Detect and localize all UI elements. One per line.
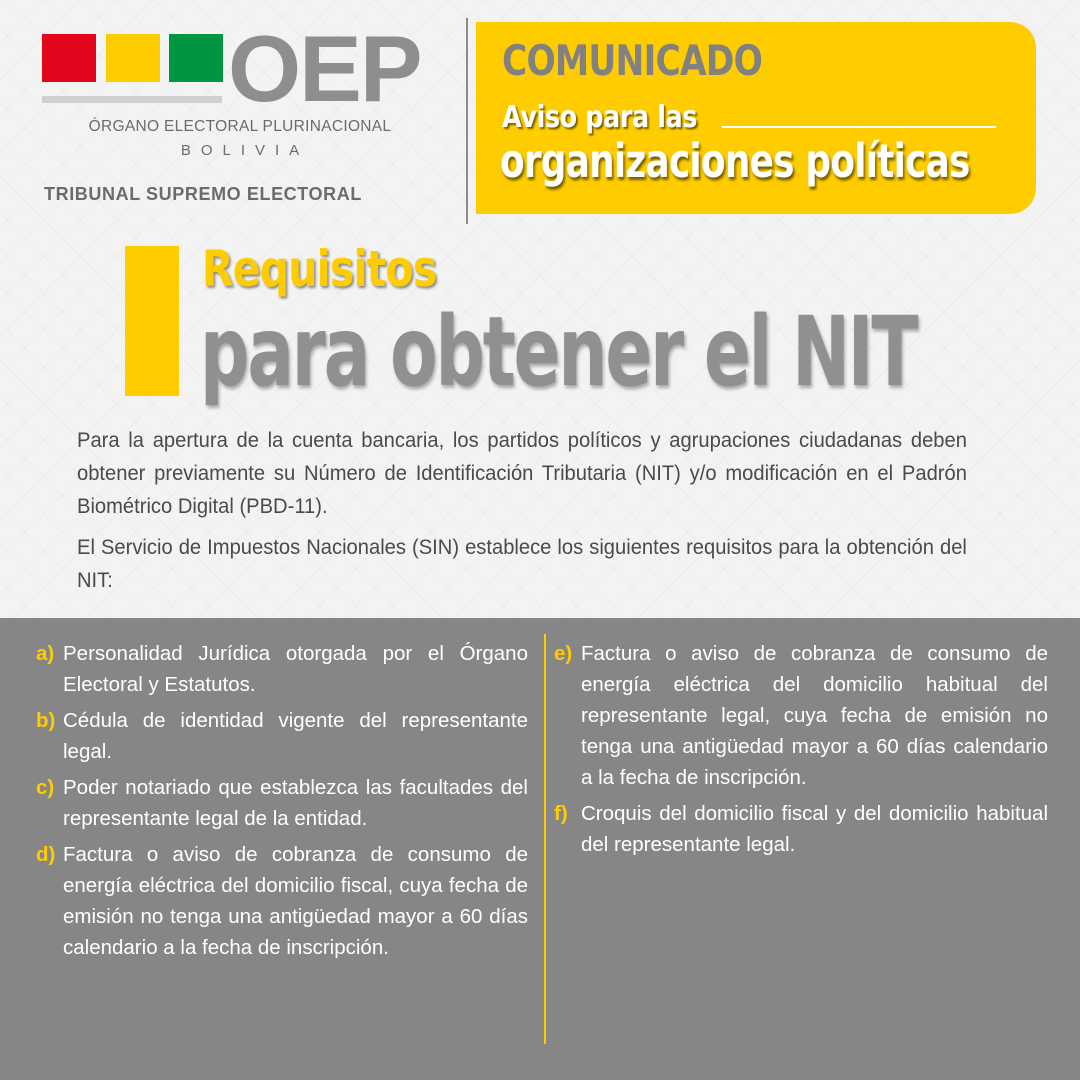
communique-rule — [722, 126, 996, 128]
communique-title: COMUNICADO — [502, 36, 763, 85]
communique-subtitle-line2: organizaciones políticas — [500, 134, 970, 188]
requirement-letter: a) — [36, 642, 55, 665]
requirements-column-left — [36, 638, 528, 968]
requirement-text: Cédula de identidad vigente del representante legal. — [63, 709, 528, 763]
country-name: BOLIVIA — [180, 142, 310, 159]
requirement-letter: c) — [36, 776, 55, 799]
requirement-item — [36, 705, 528, 767]
logo-yellow-square — [106, 34, 160, 82]
requirement-text: Factura o aviso de cobranza de consumo de energía eléctrica del domicilio fiscal, cuya fecha de emisión no tenga una antigüedad mayor a 60 días calendario a la fecha de inscripción. — [63, 843, 528, 959]
requirements-column-divider — [544, 634, 546, 1044]
oep-logo — [40, 16, 440, 218]
requirement-item — [36, 772, 528, 834]
heading-large: para obtener el NIT — [200, 296, 917, 408]
header-divider — [466, 18, 468, 224]
organization-name: ÓRGANO ELECTORAL PLURINACIONAL — [88, 118, 392, 135]
requirement-item — [36, 638, 528, 700]
intro-paragraph-1: Para la apertura de la cuenta bancaria, los partidos políticos y agrupaciones ciudadanas deben obtener previamente su Número de Identificación Tributaria (NIT) y/o modificación en el Padrón Biométrico Digital (PBD-11). — [77, 429, 967, 518]
intro-paragraph-2: El Servicio de Impuestos Nacionales (SIN) establece los siguientes requisitos para la obtención del NIT: — [77, 536, 967, 592]
requirement-letter: f) — [554, 802, 568, 825]
logo-red-square — [42, 34, 96, 82]
tribunal-name: TRIBUNAL SUPREMO ELECTORAL — [44, 184, 362, 204]
requirements-panel — [0, 618, 1080, 1080]
requirement-text: Personalidad Jurídica otorgada por el Órgano Electoral y Estatutos. — [63, 642, 528, 696]
requirement-item — [36, 839, 528, 963]
requirement-item — [554, 798, 1048, 860]
requirement-letter: d) — [36, 843, 56, 866]
logo-acronym: OEP — [228, 16, 421, 121]
heading-small: Requisitos — [202, 240, 437, 298]
intro-text — [77, 424, 967, 597]
requirement-item — [554, 638, 1048, 793]
heading-accent-bar — [125, 246, 179, 396]
requirement-text: Croquis del domicilio fiscal y del domicilio habitual del representante legal. — [581, 802, 1048, 856]
logo-underline — [42, 96, 222, 103]
requirement-text: Poder notariado que establezca las facultades del representante legal de la entidad. — [63, 776, 528, 830]
requirement-text: Factura o aviso de cobranza de consumo de energía eléctrica del domicilio habitual del representante legal, cuya fecha de emisión no tenga una antigüedad mayor a 60 días calendario a la fecha de inscripción. — [581, 642, 1048, 789]
communique-subtitle-line1: Aviso para las — [502, 100, 698, 135]
requirements-column-right — [554, 638, 1048, 865]
requirement-letter: b) — [36, 709, 56, 732]
requirement-letter: e) — [554, 642, 573, 665]
communique-panel — [476, 22, 1036, 214]
logo-green-square — [169, 34, 223, 82]
